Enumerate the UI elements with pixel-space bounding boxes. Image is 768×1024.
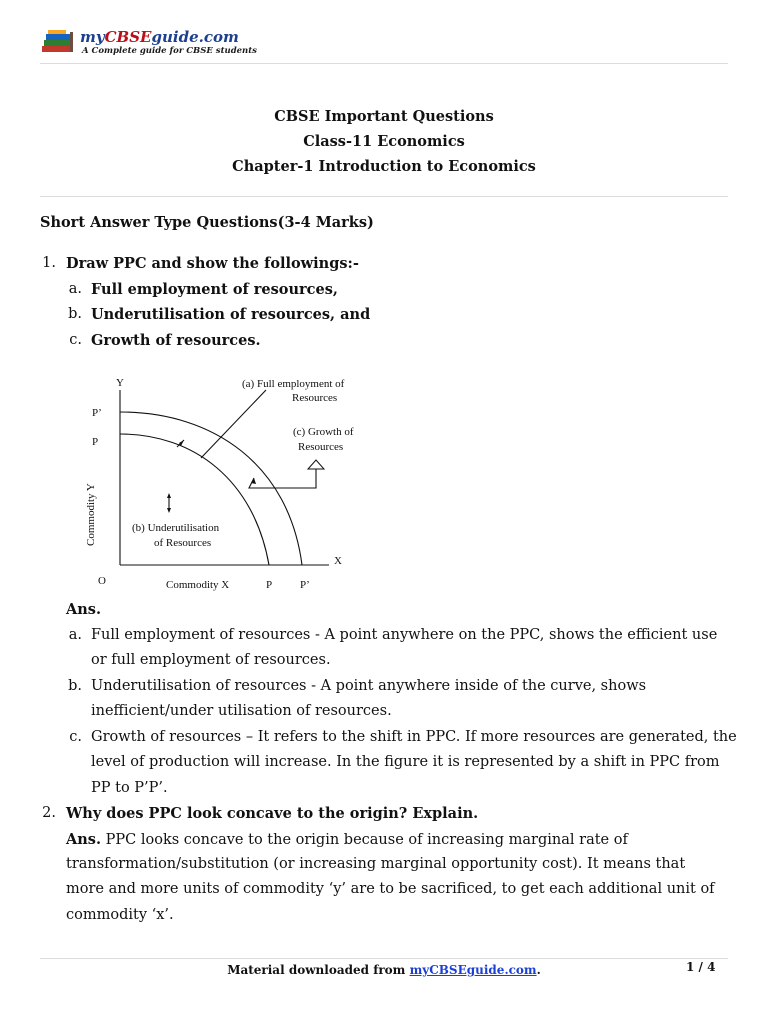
label-underutilisation: of Resources (154, 537, 212, 549)
p-x-label: P (266, 579, 273, 591)
p-y-label: P (92, 436, 99, 448)
q2-answer-text: PPC looks concave to the origin because of increasing marginal rate of (105, 832, 628, 848)
site-logo[interactable] (38, 26, 257, 60)
answer-text: or full employment of resources. (91, 652, 331, 668)
growth-arrow-head (251, 478, 256, 484)
growth-pointer-icon (308, 460, 324, 469)
growth-arrow-line (249, 465, 316, 488)
footer-link[interactable]: myCBSEguide.com (409, 963, 537, 977)
underutilisation-arrow-head (167, 493, 171, 498)
q1-part-label: a. (68, 281, 82, 297)
q1-number: 1. (42, 255, 56, 271)
y-axis-title: Commodity Y (85, 483, 97, 546)
q1-part-text: Growth of resources. (91, 332, 261, 349)
label-full-employment: (a) Full employment of (242, 378, 345, 390)
x-axis-letter: X (334, 555, 342, 567)
answer-text: Underutilisation of resources - A point anywhere inside of the curve, shows (91, 678, 647, 694)
answer-text: Full employment of resources - A point anywhere on the PPC, shows the efficient use (91, 627, 718, 643)
q1-ans-label: Ans. (66, 601, 102, 618)
page-number: 1 / 4 (686, 960, 716, 974)
footer-divider (40, 958, 728, 959)
doc-title: CBSE Important Questions (274, 108, 494, 125)
answer-label: a. (68, 627, 82, 643)
q1-text: Draw PPC and show the followings:- (66, 255, 359, 272)
title-divider (40, 196, 728, 197)
q2-ans-label: Ans. (66, 831, 102, 848)
answer-text: Growth of resources – It refers to the shift in PPC. If more resources are generated, the (91, 729, 737, 745)
q2-answer-line: commodity ‘x’. (66, 907, 174, 923)
header-divider (40, 63, 728, 64)
q1-part-text: Underutilisation of resources, and (91, 306, 371, 323)
q2-number: 2. (42, 805, 56, 821)
q1-part-text: Full employment of resources, (91, 281, 338, 298)
p-prime-x-label: P’ (300, 579, 310, 591)
q1-part-label: b. (68, 306, 82, 322)
class-title: Class-11 Economics (303, 133, 465, 150)
chapter-title: Chapter-1 Introduction to Economics (232, 158, 536, 175)
logo-tagline: A Complete guide for CBSE students (82, 46, 257, 56)
x-axis-title: Commodity X (166, 579, 230, 591)
q1-part-label: c. (69, 332, 82, 348)
q2-answer-line: more and more units of commodity ‘y’ are to be sacrificed, to get each additional unit of (66, 881, 715, 897)
q2-answer-line (66, 831, 628, 848)
label-underutilisation: (b) Underutilisation (132, 522, 220, 534)
q2-answer-line: transformation/substitution (or increasing marginal opportunity cost). It means that (66, 856, 686, 872)
answer-text: inefficient/under utilisation of resources. (91, 703, 392, 719)
full-employment-pointer (201, 390, 266, 458)
p-prime-y-label: P’ (92, 407, 102, 419)
answer-text: PP to P’P’. (91, 780, 168, 796)
q2-text: Why does PPC look concave to the origin? Explain. (66, 805, 479, 822)
label-growth: (c) Growth of (293, 426, 354, 438)
underutilisation-arrow-head (167, 508, 171, 513)
books-icon (40, 30, 78, 56)
section-heading: Short Answer Type Questions(3-4 Marks) (40, 214, 374, 231)
footer-note: Material downloaded from myCBSEguide.com. (227, 963, 541, 977)
answer-label: c. (69, 729, 82, 745)
y-axis-letter: Y (116, 377, 124, 389)
origin-label: O (98, 575, 106, 587)
answer-label: b. (68, 678, 82, 694)
answer-text: level of production will increase. In the figure it is represented by a shift in PPC from (91, 754, 720, 770)
label-full-employment: Resources (292, 392, 338, 404)
ppc-diagram (84, 370, 384, 600)
logo-name: myCBSEguide.com (80, 28, 239, 46)
label-growth: Resources (298, 441, 344, 453)
